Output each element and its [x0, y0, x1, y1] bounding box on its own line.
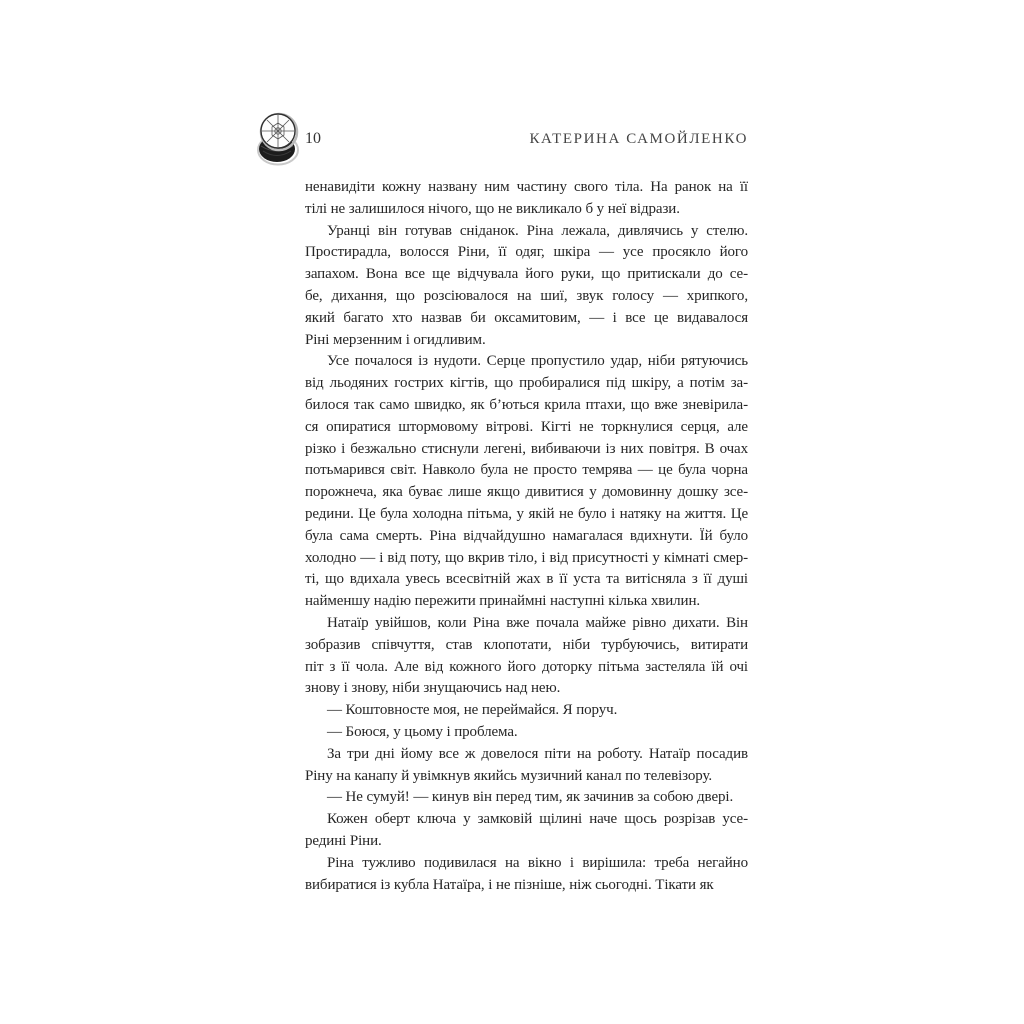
running-header-author: КАТЕРИНА САМОЙЛЕНКО	[529, 131, 748, 147]
text-line: потьмарився світ. Навколо була не просто темрява — це була чорна	[305, 462, 748, 479]
text-line: билося так само швидко, як б’ються крила птахи, що вже зневірила-	[305, 396, 748, 413]
text-line: редині Ріни.	[305, 832, 382, 849]
text-line: Простирадла, волосся Ріни, її одяг, шкіра — усе просякло його	[305, 244, 748, 261]
page-header	[305, 130, 748, 148]
gem-logo-icon	[251, 110, 305, 168]
text-line: піт з її чола. Але від кожного його доторку пітьма застеляла їй очі	[305, 658, 748, 675]
text-line: зобразив співчуття, став клопотати, ніби турбуючись, витирати	[305, 636, 748, 653]
text-line: вибиратися із кубла Натаїра, і не пізніше, ніж сьогодні. Тікати як	[305, 876, 714, 893]
text-line: — Не сумуй! — кинув він перед тим, як зачинив за собою двері.	[327, 789, 734, 806]
text-line: різко і безжально стиснули легені, вибиваючи із них повітря. В очах	[305, 440, 748, 457]
text-line: знову і знову, ніби знущаючись над нею.	[305, 680, 561, 697]
text-line: від льодяних гострих кігтів, що пробиралися під шкіру, а потім за-	[305, 375, 748, 392]
text-line: Усе почалося із нудоти. Серце пропустило удар, ніби рятуючись	[327, 353, 748, 370]
text-line: який багато хто назвав би оксамитовим, — і все це видавалося	[305, 309, 748, 326]
text-line: Ріну на канапу й увімкнув якийсь музичний канал по телевізору.	[305, 767, 713, 784]
text-line: Ріна тужливо подивилася на вікно і вирішила: треба негайно	[327, 854, 748, 871]
text-line: холодно — і від поту, що вкрив тіло, і від присутності у кімнаті смер-	[305, 549, 748, 566]
text-line: Уранці він готував сніданок. Ріна лежала, дивлячись у стелю.	[327, 222, 748, 239]
text-line: порожнеча, яка буває лише якщо дивитися у домовинну дошку зсе-	[305, 484, 748, 501]
text-line: — Боюся, у цьому і проблема.	[327, 723, 518, 740]
text-line: Кожен оберт ключа у замковій щілині наче щось розрізав усе-	[327, 811, 748, 828]
text-line: найменшу надію пережити принаймні наступні кілька хвилин.	[305, 593, 701, 610]
page-number: 10	[305, 130, 321, 147]
text-line: бе, дихання, що розсіювалося на шиї, звук голосу — хрипкого,	[305, 287, 748, 304]
text-line: тілі не залишилося нічого, що не викликало б у неї відрази.	[305, 200, 680, 217]
text-line: Ріні мерзенним і огидливим.	[305, 331, 486, 348]
text-line: редини. Це була холодна пітьма, у якій не було і натяку на життя. Це	[305, 505, 748, 522]
text-line: ненавидіти кожну названу ним частину свого тіла. На ранок на її	[305, 179, 748, 195]
text-line: За три дні йому все ж довелося піти на роботу. Натаїр посадив	[327, 745, 748, 762]
text-line: ся опиратися штормовому вітрові. Кігті не торкнулися серця, але	[305, 418, 748, 435]
page-body-text	[305, 177, 748, 896]
text-line: ті, що вдихала увесь всесвітній жах в її уста та витісняла з її душі	[305, 571, 748, 588]
text-line: запахом. Вона все ще відчувала його руки, що притискали до се-	[305, 266, 748, 283]
text-line: була сама смерть. Ріна відчайдушно намагалася вдихнути. Їй було	[305, 527, 748, 544]
text-line: — Коштовносте моя, не переймайся. Я поруч.	[327, 702, 618, 719]
text-line: Натаїр увійшов, коли Ріна вже почала майже рівно дихати. Він	[327, 614, 748, 631]
